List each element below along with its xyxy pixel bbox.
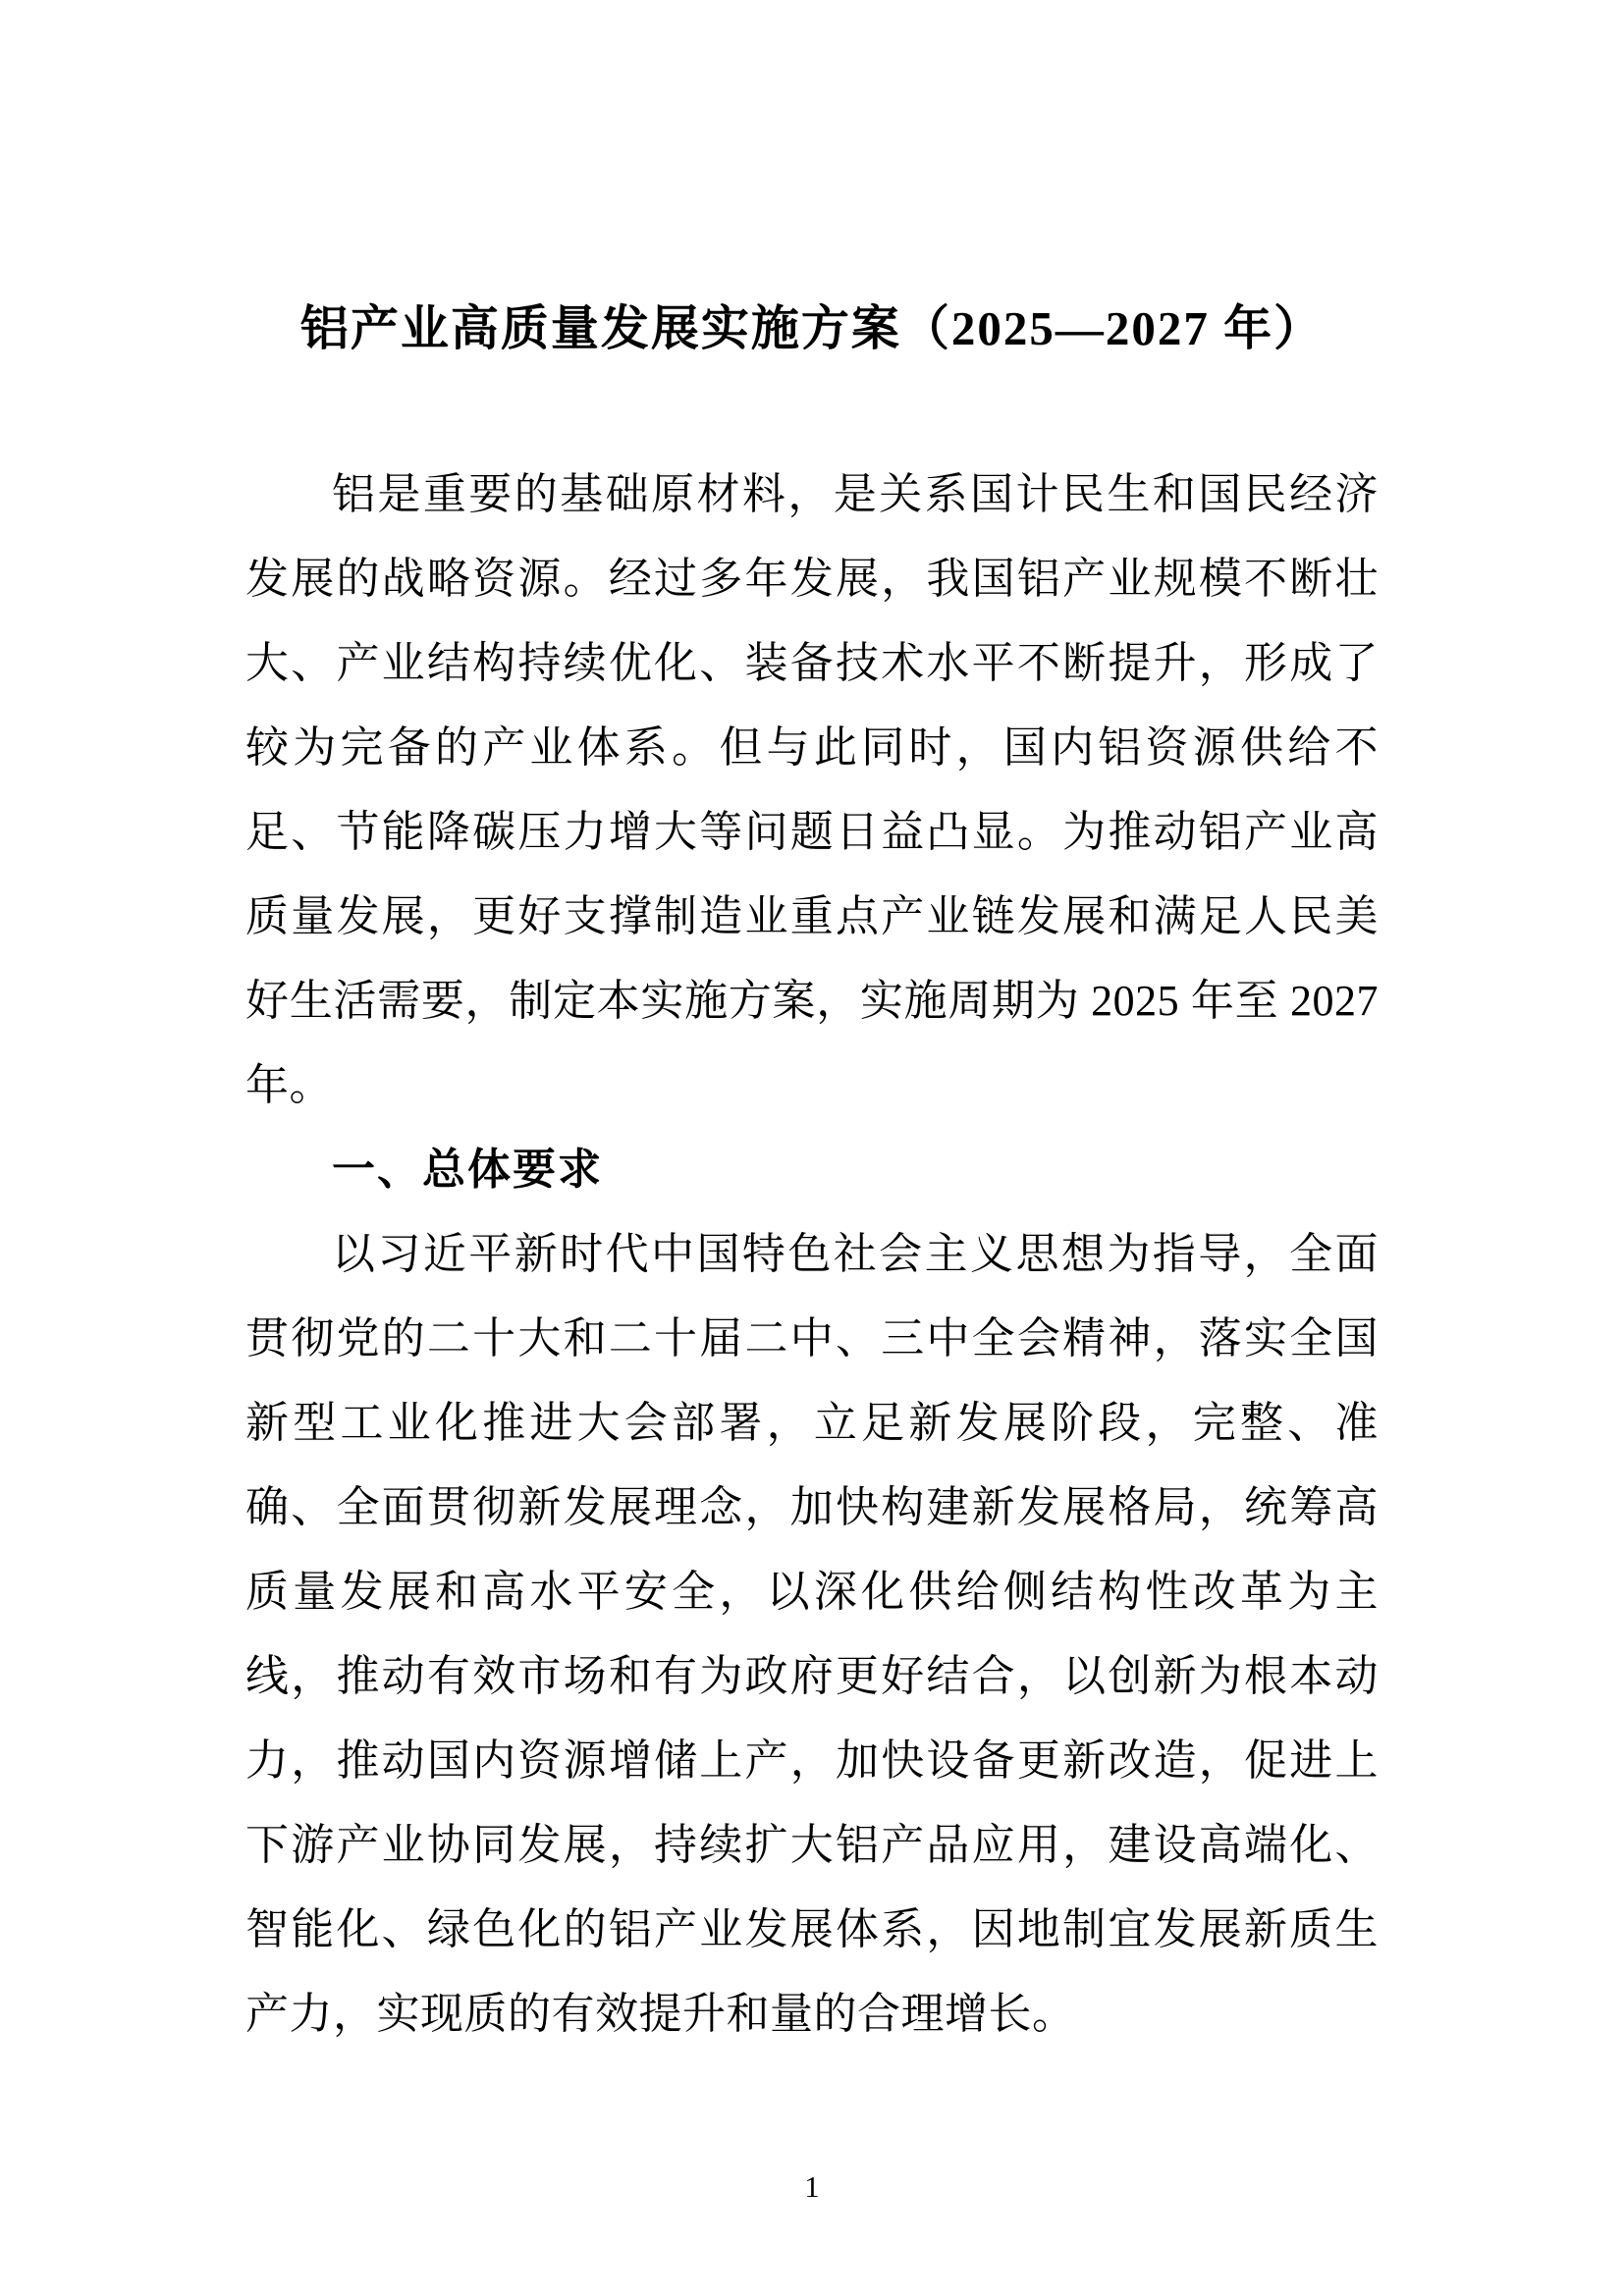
section-paragraph: 以习近平新时代中国特色社会主义思想为指导，全面贯彻党的二十大和二十届二中、三中全会精神，落实全国新型工业化推进大会部署，立足新发展阶段，完整、准确、全面贯彻新发展理念，加快构建新发展格局，统筹高质量发展和高水平安全，以深化供给侧结构性改革为主线，推动有效市场和有为政府更好结合，以创新为根本动力，推动国内资源增储上产，加快设备更新改造，促进上下游产业协同发展，持续扩大铝产品应用，建设高端化、智能化、绿色化的铝产业发展体系，因地制宜发展新质生产力，实现质的有效提升和量的合理增长。 xyxy=(245,1230,1379,2038)
page-number: 1 xyxy=(804,2169,820,2204)
section-heading-overall-requirements: 一、总体要求 xyxy=(332,1146,603,1194)
document-body xyxy=(245,453,1379,2056)
intro-paragraph: 铝是重要的基础原材料，是关系国计民生和国民经济发展的战略资源。经过多年发展，我国铝产业规模不断壮大、产业结构持续优化、装备技术水平不断提升，形成了较为完备的产业体系。但与此同时，国内铝资源供给不足、节能降碳压力增大等问题日益凸显。为推动铝产业高质量发展，更好支撑制造业重点产业链发展和满足人民美好生活需要，制定本实施方案，实施周期为 2025 年至 2027 年。 xyxy=(245,470,1379,1109)
document-title: 铝产业高质量发展实施方案（2025—2027 年） xyxy=(299,301,1325,355)
